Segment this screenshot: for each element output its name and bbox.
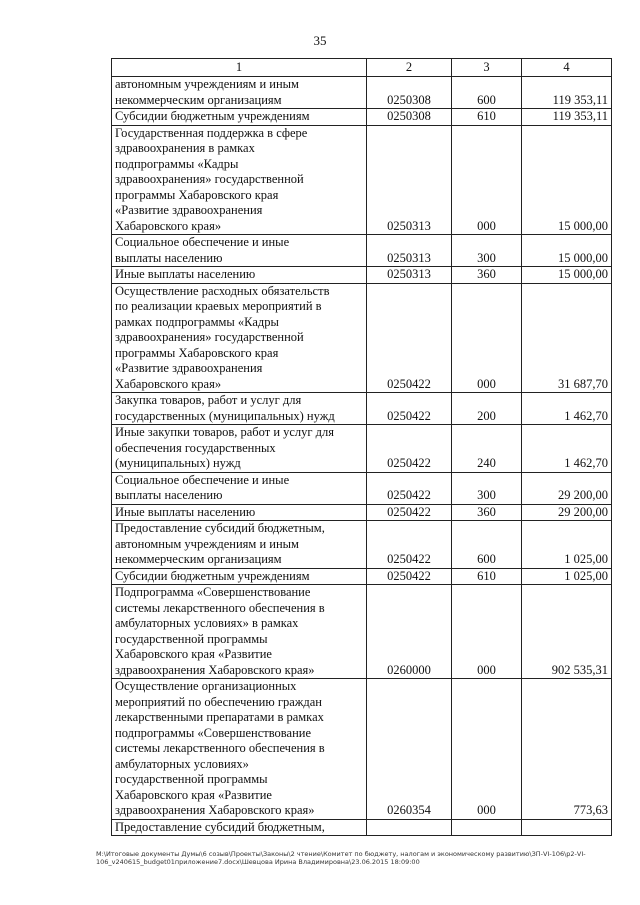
page-number: 35 — [313, 33, 327, 48]
row-description: Социальное обеспечение и иные выплаты населению — [112, 472, 367, 504]
row-expense-type: 000 — [452, 125, 522, 235]
row-description: Подпрограмма «Совершенствование системы лекарственного обеспечения в амбулаторных условиях» в рамках государственной программы Хабаровского края «Развитие здравоохранения Хабаровского края» — [112, 585, 367, 679]
header-col-3: 3 — [452, 59, 522, 77]
row-amount: 119 353,11 — [522, 109, 612, 126]
table-row — [112, 521, 612, 569]
row-description: Социальное обеспечение и иные выплаты населению — [112, 235, 367, 267]
row-target-code: 0260000 — [367, 585, 452, 679]
row-target-code: 0250313 — [367, 235, 452, 267]
row-target-code: 0250422 — [367, 283, 452, 393]
row-amount: 29 200,00 — [522, 504, 612, 521]
header-col-2: 2 — [367, 59, 452, 77]
header-col-4: 4 — [522, 59, 612, 77]
row-amount: 15 000,00 — [522, 267, 612, 284]
row-amount: 1 462,70 — [522, 425, 612, 473]
row-expense-type: 600 — [452, 521, 522, 569]
row-target-code: 0250308 — [367, 109, 452, 126]
table-row — [112, 425, 612, 473]
table-row — [112, 393, 612, 425]
row-description: Иные выплаты населению — [112, 504, 367, 521]
row-description: Предоставление субсидий бюджетным, автономным учреждениям и иным некоммерческим организациям — [112, 521, 367, 569]
row-description: Предоставление субсидий бюджетным, — [112, 819, 367, 836]
row-expense-type: 610 — [452, 109, 522, 126]
row-expense-type: 000 — [452, 585, 522, 679]
table-row — [112, 585, 612, 679]
table-row — [112, 819, 612, 836]
row-expense-type: 000 — [452, 283, 522, 393]
row-description: Иные выплаты населению — [112, 267, 367, 284]
row-expense-type: 200 — [452, 393, 522, 425]
table-row — [112, 125, 612, 235]
row-amount: 31 687,70 — [522, 283, 612, 393]
row-expense-type: 360 — [452, 504, 522, 521]
table-body — [112, 77, 612, 836]
row-expense-type: 000 — [452, 679, 522, 820]
row-description: Субсидии бюджетным учреждениям — [112, 109, 367, 126]
row-amount: 1 025,00 — [522, 568, 612, 585]
row-description: Закупка товаров, работ и услуг для государственных (муниципальных) нужд — [112, 393, 367, 425]
row-target-code: 0250422 — [367, 472, 452, 504]
table-row — [112, 679, 612, 820]
table-row — [112, 109, 612, 126]
row-amount: 119 353,11 — [522, 77, 612, 109]
table-row — [112, 504, 612, 521]
row-amount — [522, 819, 612, 836]
row-description: Осуществление организационных мероприятий по обеспечению граждан лекарственными препаратами в рамках подпрограммы «Совершенствование системы лекарственного обеспечения в амбулаторных условиях» государственной программы Хабаровского края «Развитие здравоохранения Хабаровского края» — [112, 679, 367, 820]
row-target-code: 0250422 — [367, 425, 452, 473]
row-description: автономным учреждениям и иным некоммерческим организациям — [112, 77, 367, 109]
row-target-code: 0250313 — [367, 267, 452, 284]
row-target-code: 0250313 — [367, 125, 452, 235]
row-expense-type: 360 — [452, 267, 522, 284]
row-expense-type — [452, 819, 522, 836]
row-expense-type: 610 — [452, 568, 522, 585]
row-amount: 15 000,00 — [522, 235, 612, 267]
row-amount: 15 000,00 — [522, 125, 612, 235]
table-row — [112, 235, 612, 267]
row-description: Государственная поддержка в сфере здравоохранения в рамках подпрограммы «Кадры здравоохранения» государственной программы Хабаровского края «Развитие здравоохранения Хабаровского края» — [112, 125, 367, 235]
row-description: Субсидии бюджетным учреждениям — [112, 568, 367, 585]
row-target-code: 0250308 — [367, 77, 452, 109]
table-row — [112, 267, 612, 284]
document-path-footer: М:\Итоговые документы Думы\6 созыв\Проекты\Законы\2 чтение\Комитет по бюджету, налогам и экономическому развитию\ЗП-VI-106\р2-VI- 106_v240615_budget01приложение7.docx\Шевцова Ирина Владимировна\23.06.2015 18:09:00 — [96, 850, 586, 866]
row-expense-type: 300 — [452, 472, 522, 504]
row-expense-type: 240 — [452, 425, 522, 473]
row-description: Осуществление расходных обязательств по реализации краевых мероприятий в рамках подпрограммы «Кадры здравоохранения» государственной программы Хабаровского края «Развитие здравоохранения Хабаровского края» — [112, 283, 367, 393]
row-target-code: 0250422 — [367, 504, 452, 521]
table-row — [112, 283, 612, 393]
row-amount: 1 462,70 — [522, 393, 612, 425]
row-amount: 773,63 — [522, 679, 612, 820]
row-description: Иные закупки товаров, работ и услуг для обеспечения государственных (муниципальных) нужд — [112, 425, 367, 473]
table-row — [112, 77, 612, 109]
header-col-1: 1 — [112, 59, 367, 77]
row-target-code: 0250422 — [367, 393, 452, 425]
row-amount: 902 535,31 — [522, 585, 612, 679]
table-header-row — [112, 59, 612, 77]
row-expense-type: 300 — [452, 235, 522, 267]
row-target-code: 0250422 — [367, 521, 452, 569]
table-row — [112, 472, 612, 504]
row-target-code — [367, 819, 452, 836]
budget-table — [111, 58, 612, 836]
row-target-code: 0250422 — [367, 568, 452, 585]
table-row — [112, 568, 612, 585]
row-expense-type: 600 — [452, 77, 522, 109]
row-amount: 29 200,00 — [522, 472, 612, 504]
row-target-code: 0260354 — [367, 679, 452, 820]
row-amount: 1 025,00 — [522, 521, 612, 569]
